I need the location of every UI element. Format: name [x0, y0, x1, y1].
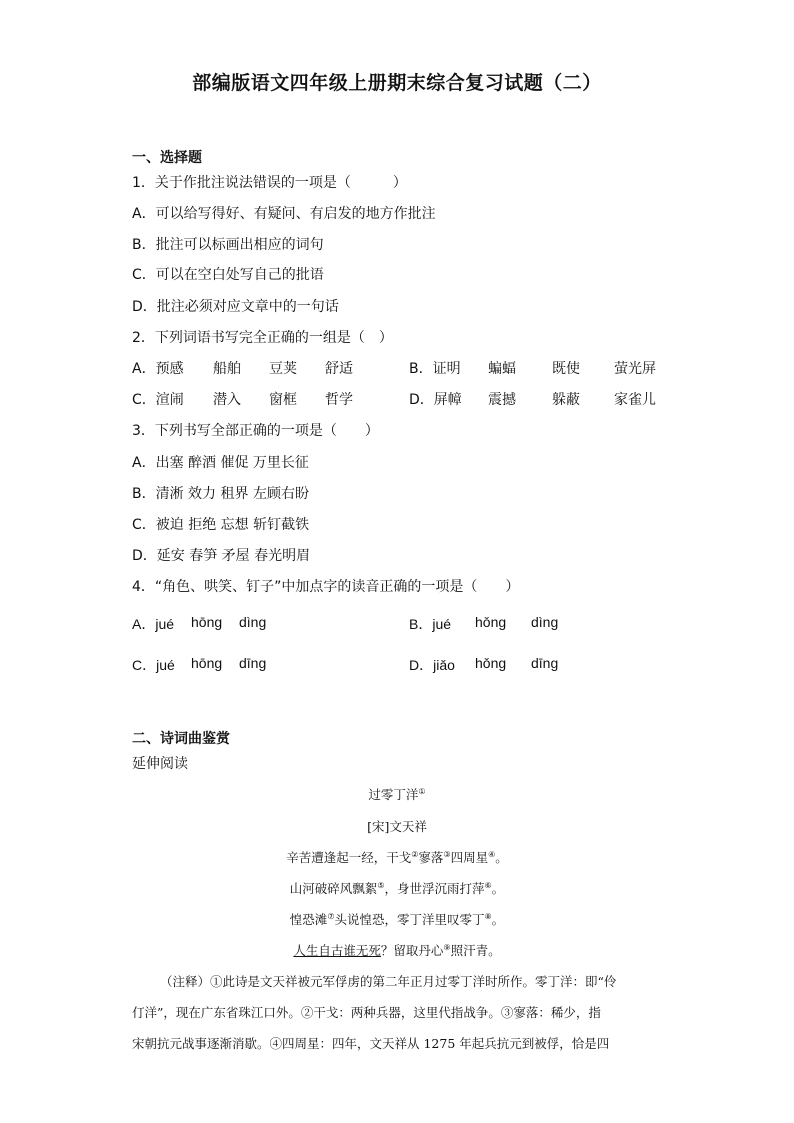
pinyin-option: hǒng	[475, 614, 507, 630]
poem-line-4: 人生自古谁无死？留取丹心⑨照汗青。	[293, 942, 501, 958]
question-3-option-c: C．被迫 拒绝 忘想 斩钉截铁	[132, 517, 310, 533]
question-1-stem: 1．关于作批注说法错误的一项是（ ）	[132, 175, 407, 191]
pinyin-option: D．jiǎo	[409, 657, 455, 673]
annotation-line-3: 宋朝抗元战事逐渐消歇。④四周星：四年，文天祥从 1275 年起兵抗元到被俘，恰是四	[132, 1036, 610, 1051]
option-word: 窗框	[269, 392, 297, 408]
option-word: 震撼	[488, 392, 516, 408]
question-4-options-row-1	[132, 614, 672, 634]
pinyin-option: hōng	[191, 655, 223, 671]
annotation-line-1: （注释）①此诗是文天祥被元军俘虏的第二年正月过零丁洋时所作。零丁洋：即“伶	[160, 974, 617, 989]
annotation-line-2: 仃洋”，现在广东省珠江口外。②干戈：两种兵器，这里代指战争。③寥落：稀少，指	[132, 1005, 601, 1020]
option-word: 船舶	[213, 361, 241, 377]
option-word: 蝙蝠	[488, 361, 516, 377]
question-1-option-b: B．批注可以标画出相应的词句	[132, 237, 324, 253]
option-word: 躲蔽	[552, 392, 580, 408]
pinyin-option: B．jué	[409, 616, 452, 632]
pinyin-option: dìng	[531, 614, 559, 630]
option-word: 舒适	[325, 361, 353, 377]
section-heading-choice: 一、选择题	[132, 150, 202, 166]
question-1-option-c: C．可以在空白处写自己的批语	[132, 267, 324, 283]
option-word: D．屏幛	[409, 392, 462, 408]
question-4-options-row-2	[132, 655, 672, 675]
poem-line-1: 辛苦遭逢起一经，干戈②寥落③四周星④。	[286, 849, 508, 865]
option-word: 潜入	[213, 392, 241, 408]
option-word: 哲学	[325, 392, 353, 408]
option-word: 萤光屏	[614, 361, 656, 377]
page-title: 部编版语文四年级上册期末综合复习试题（二）	[192, 72, 602, 94]
pinyin-option: dīng	[239, 655, 267, 671]
question-4-stem: 4．“角色、哄笑、钉子”中加点字的读音正确的一项是（ ）	[132, 579, 520, 595]
pinyin-option: dīng	[531, 655, 559, 671]
pinyin-option: C．jué	[132, 657, 175, 673]
poem-title: 过零丁洋①	[368, 786, 426, 802]
subsection-label: 延伸阅读	[132, 756, 188, 772]
poem-line-2: 山河破碎风飘絮⑤，身世浮沉雨打萍⑥。	[289, 880, 505, 896]
question-3-stem: 3．下列书写全部正确的一项是（ ）	[132, 423, 379, 439]
option-word: 既使	[552, 361, 580, 377]
option-word: C．渲闹	[132, 392, 184, 408]
pinyin-option: hōng	[191, 614, 223, 630]
question-2-options-row-2	[132, 389, 672, 409]
question-2-options-row-1	[132, 358, 672, 378]
question-3-option-b: B．清淅 效力 租界 左顾右盼	[132, 486, 309, 502]
option-word: 豆荚	[269, 361, 297, 377]
pinyin-option: hǒng	[475, 655, 507, 671]
option-word: A．预感	[132, 361, 184, 377]
question-1-option-d: D．批注必须对应文章中的一句话	[132, 299, 339, 315]
question-3-option-d: D．延安 春笋 矛屋 春光明眉	[132, 548, 311, 564]
pinyin-option: dìng	[239, 614, 267, 630]
underlined-phrase: 人生自古谁无死	[293, 943, 381, 958]
pinyin-option: A．jué	[132, 616, 175, 632]
section-heading-poetry: 二、诗词曲鉴赏	[132, 731, 230, 747]
poem-line-3: 惶恐滩⑦头说惶恐，零丁洋里叹零丁⑧。	[289, 911, 505, 927]
question-1-option-a: A．可以给写得好、有疑问、有启发的地方作批注	[132, 206, 436, 222]
question-2-stem: 2．下列词语书写完全正确的一组是（ ）	[132, 330, 393, 346]
poem-author: [宋]文天祥	[367, 819, 427, 834]
option-word: B．证明	[409, 361, 461, 377]
question-3-option-a: A．出塞 醉酒 催促 万里长征	[132, 455, 309, 471]
option-word: 家雀儿	[614, 392, 656, 408]
